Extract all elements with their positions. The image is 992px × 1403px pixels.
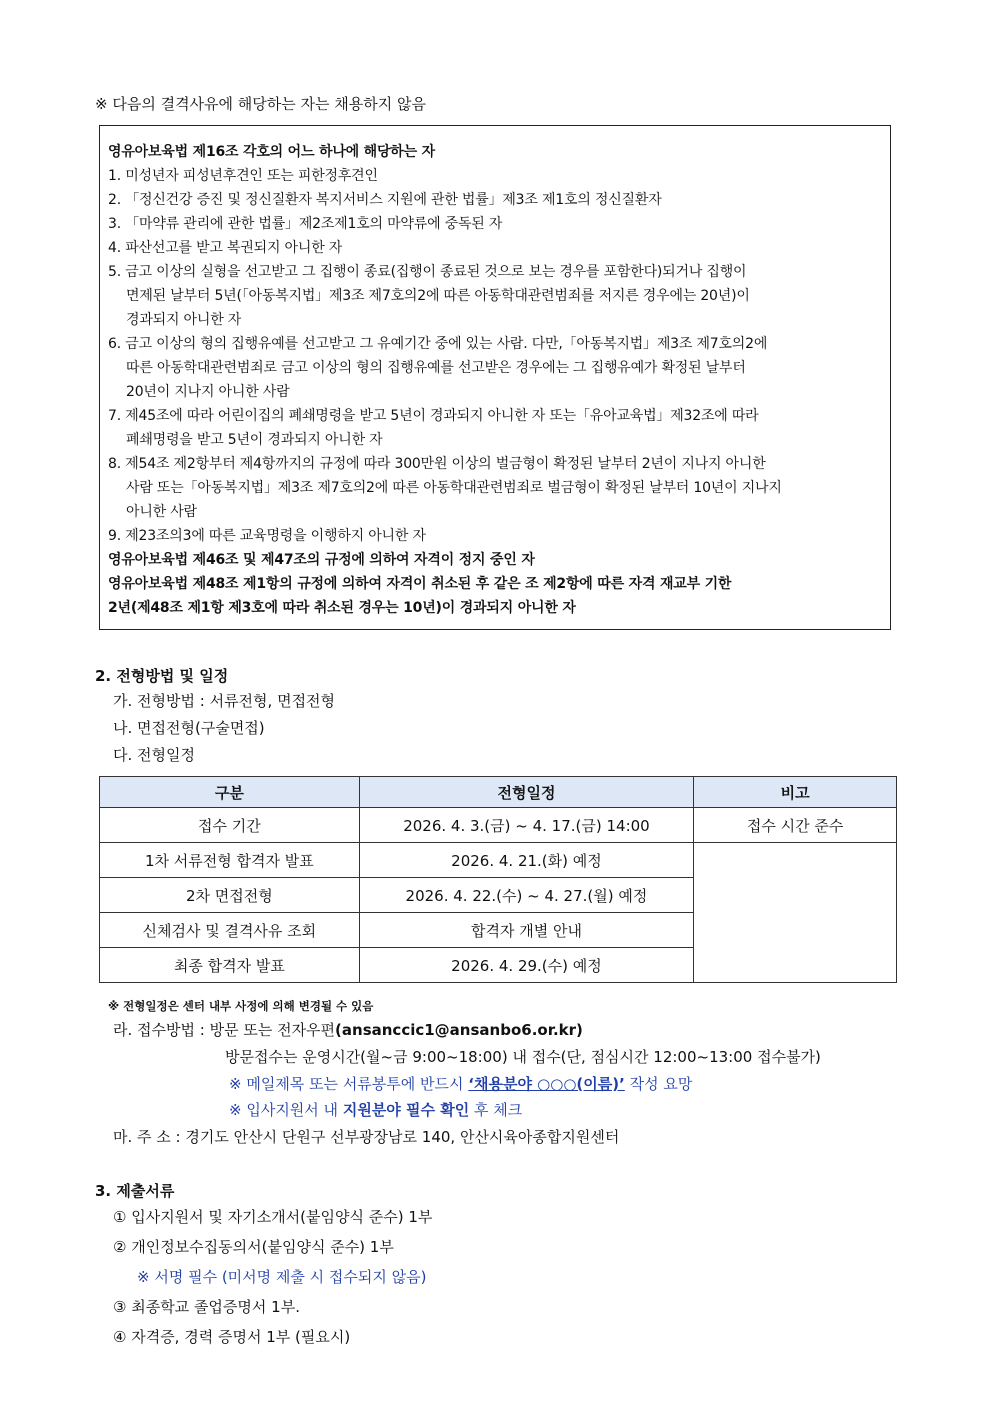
row-category: 최종 합격자 발표 <box>100 948 360 983</box>
box-item-6: 6. 금고 이상의 형의 집행유예를 선고받고 그 유예기간 중에 있는 사람. 다만,「아동복지법」제3조 제7호의2에 따른 아동학대관련범죄로 금고 이상의 형의 집행유예를 선고받은 경우에는 그 집행유예가 확정된 날부터 20년이 지나지 아니한 사람 <box>108 336 768 400</box>
box-bold-line-3: 2년(제48조 제1항 제3호에 따라 취소된 경우는 10년)이 경과되지 아니한 자 <box>108 600 576 616</box>
box-bold-line-2: 영유아보육법 제48조 제1항의 규정에 의하여 자격이 취소된 후 같은 조 제2항에 따른 자격 재교부 기한 <box>108 576 732 592</box>
document-item-4: ④ 자격증, 경력 증명서 1부 (필요시) <box>113 1328 351 1346</box>
box-item-7: 7. 제45조에 따라 어린이집의 폐쇄명령을 받고 5년이 경과되지 아니한 자 또는「유아교육법」제32조에 따라 폐쇄명령을 받고 5년이 경과되지 아니한 자 <box>108 408 759 448</box>
section3-title: 3. 제출서류 <box>95 1182 175 1200</box>
row-date: 2026. 4. 3.(금) ~ 4. 17.(금) 14:00 <box>359 808 694 843</box>
row-note: 접수 시간 준수 <box>694 808 897 843</box>
section2-schedule-label: 다. 전형일정 <box>113 746 195 764</box>
row-date: 2026. 4. 22.(수) ~ 4. 27.(월) 예정 <box>359 878 694 913</box>
section2-method: 가. 전형방법 : 서류전형, 면접전형 <box>113 692 336 710</box>
section2-interview: 나. 면접전형(구술면접) <box>113 719 265 737</box>
visit-info: 방문접수는 운영시간(월~금 9:00~18:00) 내 접수(단, 점심시간 12:00~13:00 접수불가) <box>225 1048 821 1066</box>
header-schedule: 전형일정 <box>359 777 694 808</box>
box-heading: 영유아보육법 제16조 각호의 어느 하나에 해당하는 자 <box>108 144 435 160</box>
box-item-8: 8. 제54조 제2항부터 제4항까지의 규정에 따라 300만원 이상의 벌금형이 확정된 날부터 2년이 지나지 아니한 사람 또는「아동복지법」제3조 제7호의2에 따른 아동학대관련범죄로 벌금형이 확정된 날부터 10년이 지나지 아니한 사람 <box>108 456 782 520</box>
box-item-5: 5. 금고 이상의 실형을 선고받고 그 집행이 종료(집행이 종료된 것으로 보는 경우를 포함한다)되거나 집행이 면제된 날부터 5년(「아동복지법」제3조 제7호의2에 따른 아동학대관련범죄를 저지른 경우에는 20년)이 경과되지 아니한 자 <box>108 264 750 328</box>
signature-note: ※ 서명 필수 (미서명 제출 시 접수되지 않음) <box>137 1268 427 1286</box>
box-item-9: 9. 제23조의3에 따른 교육명령을 이행하지 아니한 자 <box>108 528 426 544</box>
row-category: 2차 면접전형 <box>100 878 360 913</box>
row-note-merged <box>694 843 897 983</box>
field-check-note: ※ 입사지원서 내 지원분야 필수 확인 후 체크 <box>229 1101 523 1119</box>
table-row <box>100 808 897 843</box>
box-item-4: 4. 파산선고를 받고 복권되지 아니한 자 <box>108 240 343 256</box>
box-bold-line-1: 영유아보육법 제46조 및 제47조의 규정에 의하여 자격이 정지 중인 자 <box>108 552 535 568</box>
row-date: 2026. 4. 21.(화) 예정 <box>359 843 694 878</box>
row-category: 접수 기간 <box>100 808 360 843</box>
document-item-2: ② 개인정보수집동의서(붙임양식 준수) 1부 <box>113 1238 394 1256</box>
email-address: (ansanccic1@ansanbo6.or.kr) <box>335 1021 583 1039</box>
row-category: 신체검사 및 결격사유 조회 <box>100 913 360 948</box>
disqualification-box <box>99 125 891 630</box>
document-item-3: ③ 최종학교 졸업증명서 1부. <box>113 1298 300 1316</box>
table-note: ※ 전형일정은 센터 내부 사정에 의해 변경될 수 있음 <box>108 999 374 1013</box>
address: 마. 주 소 : 경기도 안산시 단원구 선부광장남로 140, 안산시육아종합지원센터 <box>113 1128 620 1146</box>
box-item-1: 1. 미성년자 피성년후견인 또는 피한정후견인 <box>108 168 378 184</box>
row-category: 1차 서류전형 합격자 발표 <box>100 843 360 878</box>
table-row <box>100 843 897 878</box>
header-remarks: 비고 <box>694 777 897 808</box>
section2-title: 2. 전형방법 및 일정 <box>95 667 229 685</box>
row-date: 2026. 4. 29.(수) 예정 <box>359 948 694 983</box>
table-header-row <box>100 777 897 808</box>
row-date: 합격자 개별 안내 <box>359 913 694 948</box>
application-method: 라. 접수방법 : 방문 또는 전자우편(ansanccic1@ansanbo6.or.kr) <box>113 1021 583 1039</box>
box-item-3: 3. 「마약류 관리에 관한 법률」제2조제1호의 마약류에 중독된 자 <box>108 216 503 232</box>
mail-subject-note: ※ 메일제목 또는 서류봉투에 반드시 ‘채용분야 ○○○(이름)’ 작성 요망 <box>229 1075 693 1093</box>
box-item-2: 2. 「정신건강 증진 및 정신질환자 복지서비스 지원에 관한 법률」제3조 제1호의 정신질환자 <box>108 192 662 208</box>
schedule-table <box>99 776 897 983</box>
document-item-1: ① 입사지원서 및 자기소개서(붙임양식 준수) 1부 <box>113 1208 433 1226</box>
header-category: 구분 <box>100 777 360 808</box>
disqualification-note: ※ 다음의 결격사유에 해당하는 자는 채용하지 않음 <box>95 95 426 113</box>
